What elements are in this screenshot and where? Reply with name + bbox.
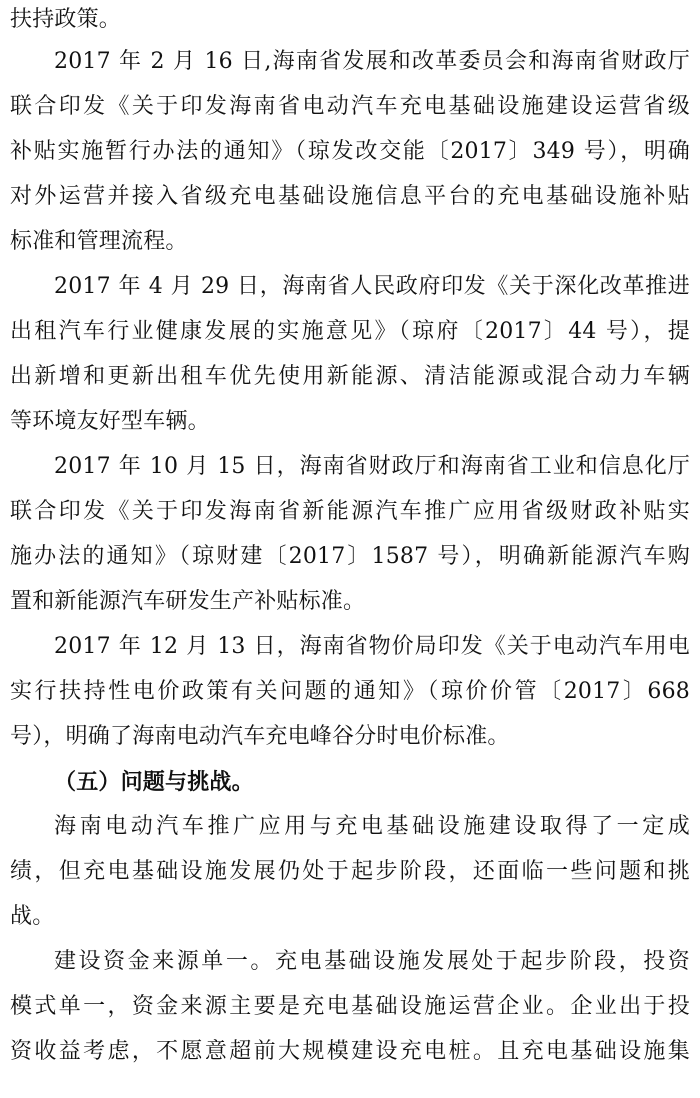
text-line: 模式单一，资金来源主要是充电基础设施运营企业。企业出于投 xyxy=(10,994,690,1019)
text-line: 战。 xyxy=(10,904,55,929)
text-line: 对外运营并接入省级充电基础设施信息平台的充电基础设施补贴 xyxy=(10,184,690,209)
text-line: 实行扶持性电价政策有关问题的通知》（琼价价管〔2017〕668 xyxy=(10,679,690,704)
text-line: 标准和管理流程。 xyxy=(10,229,188,254)
text-line: 联合印发《关于印发海南省新能源汽车推广应用省级财政补贴实 xyxy=(10,499,690,524)
text-line: 联合印发《关于印发海南省电动汽车充电基础设施建设运营省级 xyxy=(10,94,690,119)
text-line: 等环境友好型车辆。 xyxy=(10,409,210,434)
text-line: 出租汽车行业健康发展的实施意见》（琼府〔2017〕44 号），提 xyxy=(10,319,690,344)
text-line: 海南电动汽车推广应用与充电基础设施建设取得了一定成 xyxy=(54,814,690,839)
text-line: 补贴实施暂行办法的通知》（琼发改交能〔2017〕349 号），明确 xyxy=(10,139,690,164)
text-line: 绩，但充电基础设施发展仍处于起步阶段，还面临一些问题和挑 xyxy=(10,859,690,884)
text-line: 2017 年 4 月 29 日，海南省人民政府印发《关于深化改革推进 xyxy=(54,274,690,299)
text-line: 2017 年 10 月 15 日，海南省财政厅和海南省工业和信息化厅 xyxy=(54,454,690,479)
text-line: 资收益考虑，不愿意超前大规模建设充电桩。且充电基础设施集 xyxy=(10,1039,690,1064)
section-heading: （五）问题与挑战。 xyxy=(54,769,254,795)
text-line: 施办法的通知》（琼财建〔2017〕1587 号），明确新能源汽车购 xyxy=(10,544,690,569)
text-line: 2017 年 12 月 13 日，海南省物价局印发《关于电动汽车用电 xyxy=(54,634,690,659)
text-line: 置和新能源汽车研发生产补贴标准。 xyxy=(10,589,366,614)
text-line: 号），明确了海南电动汽车充电峰谷分时电价标准。 xyxy=(10,724,510,749)
text-line: 出新增和更新出租车优先使用新能源、清洁能源或混合动力车辆 xyxy=(10,364,690,389)
text-line: 扶持政策。 xyxy=(10,7,122,32)
text-line: 2017 年 2 月 16 日,海南省发展和改革委员会和海南省财政厅 xyxy=(54,49,690,74)
text-line: 建设资金来源单一。充电基础设施发展处于起步阶段，投资 xyxy=(54,949,690,974)
